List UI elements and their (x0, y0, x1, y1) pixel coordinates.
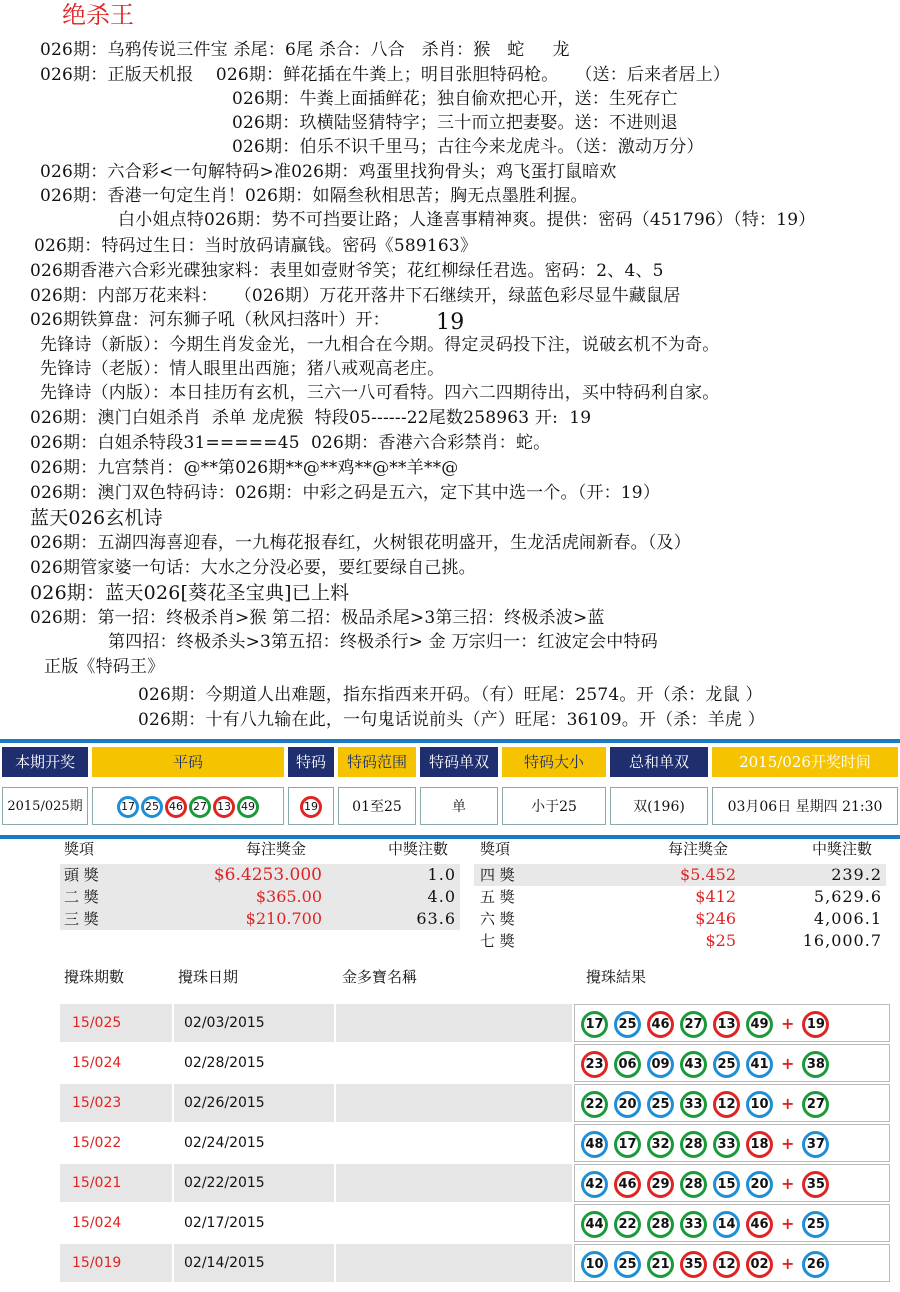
issue-cell: 15/022 (72, 1135, 122, 1151)
text-line: 026期：特码过生日：当时放码请赢钱。密码《589163》 (34, 236, 478, 256)
prize-row (60, 886, 460, 908)
prize-row (474, 886, 886, 908)
number-ball: 13 (213, 796, 235, 818)
plus-icon: + (781, 1174, 795, 1193)
text-line: 026期香港六合彩光碟独家料：表里如壹财爷笑；花红柳绿任君选。密码：2、4、5 (30, 261, 664, 281)
plus-icon: + (781, 1094, 795, 1113)
header-special-number: 特码 (288, 747, 334, 777)
issue-cell: 15/024 (72, 1055, 122, 1071)
prize-name: 五 獎 (480, 888, 515, 906)
name-cell (336, 1004, 572, 1042)
number-ball: 27 (189, 796, 211, 818)
special-number-ball: 38 (802, 1051, 829, 1078)
prize-row (474, 864, 886, 886)
result-cell (574, 1124, 890, 1162)
next-draw-time: 03月06日 星期四 21:30 (712, 787, 898, 825)
special-number-ball: 37 (802, 1131, 829, 1158)
plus-icon: + (781, 1134, 795, 1153)
text-line: 蓝天026玄机诗 (30, 507, 163, 529)
text-line: 026期：正版天机报 026期：鲜花插在牛粪上；明目张胆特码枪。 （送：后来者居上） (40, 65, 731, 85)
plus-icon: + (781, 1214, 795, 1233)
number-ball: 17 (581, 1011, 608, 1038)
name-cell (336, 1124, 572, 1162)
number-ball: 25 (614, 1251, 641, 1278)
number-ball: 46 (614, 1171, 641, 1198)
number-ball: 21 (647, 1251, 674, 1278)
name-cell (336, 1244, 572, 1282)
date-cell: 02/22/2015 (174, 1164, 334, 1202)
text-line: 026期：十有八九输在此，一句鬼话说前头（产）旺尾：36109。开（杀：羊虎 ） (138, 710, 765, 730)
number-ball: 15 (713, 1171, 740, 1198)
special-number-ball: 25 (802, 1211, 829, 1238)
table-row (60, 1044, 890, 1082)
table-row (60, 1004, 890, 1042)
number-ball: 28 (680, 1131, 707, 1158)
prize-count: 63.6 (416, 909, 456, 928)
prize-amount: $210.700 (245, 909, 322, 928)
prize-count: 1.0 (427, 865, 456, 884)
number-ball: 10 (746, 1091, 773, 1118)
number-ball: 46 (165, 796, 187, 818)
tiesuanpan-number: 19 (436, 310, 465, 335)
number-ball: 46 (647, 1011, 674, 1038)
prize-name: 七 獎 (480, 932, 515, 950)
sum-odd-even: 双(196) (610, 787, 708, 825)
result-cell (574, 1204, 890, 1242)
number-ball: 23 (581, 1051, 608, 1078)
text-line: 026期管家婆一句话：大水之分没必要，要红要绿自己挑。 (30, 558, 476, 578)
prize-header-right-name: 獎項 (480, 840, 511, 858)
special-number-ball: 27 (802, 1091, 829, 1118)
special-size: 小于25 (502, 787, 606, 825)
date-cell: 02/14/2015 (174, 1244, 334, 1282)
table-row (60, 1164, 890, 1202)
text-line: 026期：六合彩<一句解特码>准026期：鸡蛋里找狗骨头；鸡飞蛋打鼠暗欢 (40, 162, 617, 182)
history-header-date: 攪珠日期 (178, 968, 239, 986)
table-row (60, 1084, 890, 1122)
text-line: 026期：澳门双色特码诗：026期：中彩之码是五六，定下其中选一个。（开：19） (30, 483, 661, 503)
name-cell (336, 1204, 572, 1242)
number-ball: 25 (614, 1011, 641, 1038)
header-odd-even: 特码单双 (420, 747, 498, 777)
issue-cell: 15/025 (60, 1004, 172, 1042)
text-line: 026期铁算盘：河东狮子吼（秋风扫落叶）开： (30, 310, 390, 330)
text-line: 026期：今期道人出难题，指东指西来开码。（有）旺尾：2574。开（杀：龙鼠 ） (138, 685, 763, 705)
date-cell: 02/28/2015 (184, 1055, 265, 1071)
date-cell: 02/26/2015 (174, 1084, 334, 1122)
number-ball: 10 (581, 1251, 608, 1278)
regular-balls (92, 787, 284, 825)
number-ball: 28 (647, 1211, 674, 1238)
name-cell (336, 1164, 572, 1202)
issue-cell: 15/023 (60, 1084, 172, 1122)
text-line: 026期：九宫禁肖：@**第026期**@**鸡**@**羊**@ (30, 458, 459, 478)
number-ball: 25 (647, 1091, 674, 1118)
special-odd-even: 单 (420, 787, 498, 825)
prize-amount: $6.4253.000 (213, 865, 322, 885)
table-row (60, 1124, 890, 1162)
prize-header-left-count: 中獎注數 (388, 840, 449, 858)
special-number-ball: 35 (802, 1171, 829, 1198)
number-ball: 06 (614, 1051, 641, 1078)
prize-header-right-amount: 每注獎金 (668, 840, 729, 858)
result-cell (574, 1164, 890, 1202)
header-next-draw-time: 2015/026开奖时间 (712, 747, 898, 777)
issue-cell: 15/021 (60, 1164, 172, 1202)
date-cell: 02/24/2015 (184, 1135, 265, 1151)
result-cell (574, 1244, 890, 1282)
number-ball: 25 (141, 796, 163, 818)
number-ball: 44 (581, 1211, 608, 1238)
prize-amount: $365.00 (255, 887, 322, 906)
text-line: 第四招：终极杀头>3第五招：终极杀行> 金 万宗归一：红波定会中特码 (108, 632, 658, 652)
issue-cell: 15/019 (60, 1244, 172, 1282)
prize-row (60, 908, 460, 930)
number-ball: 12 (713, 1251, 740, 1278)
text-line: 先锋诗（新版）：今期生肖发金光，一九相合在今期。得定灵码投下注，说破玄机不为奇。 (40, 335, 720, 355)
text-line: 026期：第一招：终极杀肖>猴 第二招：极品杀尾>3第三招：终极杀波>蓝 (30, 608, 605, 628)
text-line: 026期：伯乐不识千里马；古往今来龙虎斗。（送：激动万分） (232, 137, 704, 157)
number-ball: 29 (647, 1171, 674, 1198)
page-title: 绝杀王 (62, 1, 134, 29)
prize-count: 4.0 (427, 887, 456, 906)
number-ball: 41 (746, 1051, 773, 1078)
plus-icon: + (781, 1254, 795, 1273)
prize-header-left-name: 獎項 (64, 840, 95, 858)
prize-count: 5,629.6 (813, 887, 882, 906)
number-ball: 13 (713, 1011, 740, 1038)
number-ball: 20 (614, 1091, 641, 1118)
number-ball: 09 (647, 1051, 674, 1078)
header-size: 特码大小 (502, 747, 606, 777)
result-cell (574, 1084, 890, 1122)
number-ball: 49 (237, 796, 259, 818)
name-cell (336, 1044, 572, 1082)
number-ball: 18 (746, 1131, 773, 1158)
text-line: 026期：澳门白姐杀肖 杀单 龙虎猴 特段05------22尾数258963 开: 19 (30, 408, 592, 428)
plus-icon: + (781, 1054, 795, 1073)
number-ball: 43 (680, 1051, 707, 1078)
date-cell: 02/17/2015 (184, 1215, 265, 1231)
prize-amount: $412 (695, 887, 736, 906)
result-cell (574, 1044, 890, 1082)
prize-row (474, 908, 886, 930)
prize-name: 頭 獎 (64, 866, 99, 884)
prize-count: 16,000.7 (802, 931, 882, 950)
number-ball: 49 (746, 1011, 773, 1038)
text-line: 026期：白姐杀特段31=====45 026期：香港六合彩禁肖：蛇。 (30, 433, 551, 453)
prize-amount: $246 (695, 909, 736, 928)
special-range: 01至25 (338, 787, 416, 825)
prize-amount: $25 (705, 931, 736, 950)
prize-row (60, 864, 460, 886)
number-ball: 22 (581, 1091, 608, 1118)
prize-count: 4,006.1 (813, 909, 882, 928)
name-cell (336, 1084, 572, 1122)
number-ball: 46 (746, 1211, 773, 1238)
number-ball: 32 (647, 1131, 674, 1158)
history-header-issue: 攪珠期數 (64, 968, 125, 986)
prize-name: 二 獎 (64, 888, 99, 906)
draw-period: 2015/025期 (2, 787, 88, 825)
special-ball (288, 787, 334, 825)
text-line: 026期：蓝天026[葵花圣宝典]已上料 (30, 582, 350, 604)
number-ball: 33 (680, 1091, 707, 1118)
header-range: 特码范围 (338, 747, 416, 777)
special-number-ball: 19 (802, 1011, 829, 1038)
date-cell: 02/03/2015 (174, 1004, 334, 1042)
plus-icon: + (781, 1014, 795, 1033)
text-line: 026期：五湖四海喜迎春，一九梅花报春红，火树银花明盛开，生龙活虎闹新春。（及） (30, 533, 691, 553)
prize-name: 三 獎 (64, 910, 99, 928)
issue-cell: 15/024 (72, 1215, 122, 1231)
number-ball: 14 (713, 1211, 740, 1238)
text-line: 先锋诗（内版）：本日挂历有玄机，三六一八可看特。四六二四期待出，买中特码利自家。 (40, 383, 720, 403)
number-ball: 22 (614, 1211, 641, 1238)
number-ball: 25 (713, 1051, 740, 1078)
number-ball: 28 (680, 1171, 707, 1198)
number-ball: 33 (680, 1211, 707, 1238)
draw-result-table (0, 739, 900, 839)
text-line: 026期：玖横陆竖猜特字；三十而立把妻娶。送：不进则退 (232, 113, 678, 133)
history-header-result: 攪珠結果 (586, 968, 647, 986)
number-ball: 12 (713, 1091, 740, 1118)
number-ball: 20 (746, 1171, 773, 1198)
prize-header-left-amount: 每注獎金 (246, 840, 307, 858)
text-line: 026期：香港一句定生肖！026期：如隔叁秋相思苦；胸无点墨胜利握。 (40, 186, 588, 206)
number-ball: 33 (713, 1131, 740, 1158)
number-ball: 27 (680, 1011, 707, 1038)
prize-name: 六 獎 (480, 910, 515, 928)
header-sum-odd-even: 总和单双 (610, 747, 708, 777)
prize-row (474, 930, 886, 952)
number-ball: 48 (581, 1131, 608, 1158)
number-ball: 17 (614, 1131, 641, 1158)
prize-amount: $5.452 (680, 865, 736, 884)
number-ball: 42 (581, 1171, 608, 1198)
header-regular-numbers: 平码 (92, 747, 284, 777)
prize-header-right-count: 中獎注數 (812, 840, 873, 858)
text-line: 026期：乌鸦传说三件宝 杀尾：6尾 杀合：八合 杀肖：猴 蛇 龙 (40, 40, 570, 60)
special-number-ball: 19 (300, 796, 322, 818)
number-ball: 17 (117, 796, 139, 818)
prize-name: 四 獎 (480, 866, 515, 884)
history-header-name: 金多寶名稱 (342, 968, 418, 986)
table-row (60, 1244, 890, 1282)
header-current-draw: 本期开奖 (2, 747, 88, 777)
text-line: 026期：内部万花来料： （026期）万花开落井下石继续开，绿蓝色彩尽显牛藏鼠居 (30, 286, 681, 306)
special-number-ball: 26 (802, 1251, 829, 1278)
number-ball: 02 (746, 1251, 773, 1278)
text-line: 正版《特码王》 (44, 657, 165, 677)
number-ball: 35 (680, 1251, 707, 1278)
text-line: 026期：牛粪上面插鲜花；独自偷欢把心开，送：生死存亡 (232, 89, 678, 109)
table-row (60, 1204, 890, 1242)
text-line: 白小姐点特026期：势不可挡要让路；人逢喜事精神爽。提供：密码（451796）（特：19） (118, 210, 816, 230)
result-cell (574, 1004, 890, 1042)
prize-count: 239.2 (831, 865, 882, 884)
text-line: 先锋诗（老版）：情人眼里出西施；猪八戒观高老庄。 (40, 359, 445, 379)
